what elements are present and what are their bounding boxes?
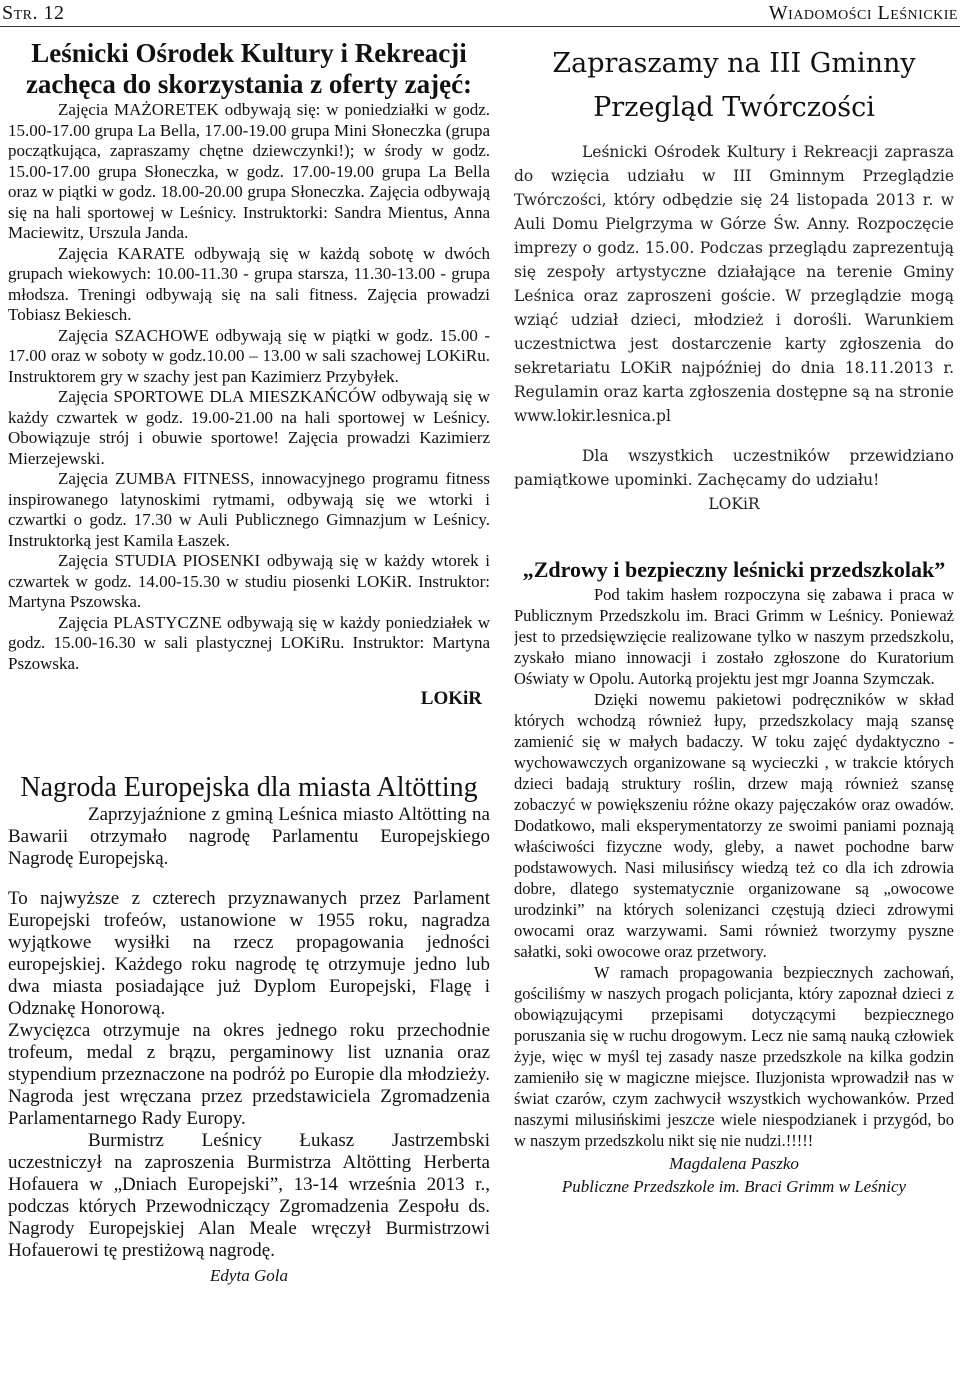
contest-signature: LOKiR [708, 495, 760, 513]
right-column [514, 42, 954, 1376]
culture-paragraph-art: Zajęcia PLASTYCZNE odbywają się w każdy poniedziałek w godz. 15.00-16.30 w sali plastycznej LOKiRu. Instruktor: Martyna Pszowska. [8, 612, 490, 673]
kids-paragraph-1: Pod takim hasłem rozpoczyna się zabawa i praca w Publicznym Przedszkolu im. Braci Grimm w Leśnicy. Ponieważ jest to przedsięwzięcie realizowane tylko w naszym przedszkolu, zyskało miano innowacji i zostało zgłoszone do Kuratorium Oświaty w Opolu. Autorką projektu jest mgr Joanna Szymczak. [514, 585, 954, 688]
kids-author: Magdalena Paszko [669, 1154, 799, 1173]
kids-article-title: „Zdrowy i bezpieczny leśnicki przedszkolak” [522, 557, 946, 582]
contest-title-line-2: Przegląd Twórczości [593, 92, 875, 123]
culture-paragraph-chess: Zajęcia SZACHOWE odbywają się w piątki w godz. 15.00 - 17.00 oraz w soboty w godz.10.00 – 13.00 w sali szachowej LOKiRu. Instruktorem gry w szachy jest pan Kazimierz Przybyłek. [8, 325, 490, 386]
kids-paragraph-3: W ramach propagowania bezpiecznych zachowań, gościliśmy w naszych progach policjanta, który zapoznał dzieci z obowiązującymi przepisami dotyczącymi bezpiecznego poruszania się w ruchu drogowym. Lecz nie samą nauką człowiek żyje, więc w myśl tej zasady nasze przedszkole na kilka godzin zamieniło się w magiczne miejsce. Iluzjonista wprowadził nas w świat czarów, czym zachwycił wszystkich wychowanków. Przed naszymi milusińskimi jeszcze wiele niespodzianek i przygód, bo w naszym przedszkolu nikt się nie nudzi.!!!!! [514, 963, 954, 1150]
culture-paragraph-sports: Zajęcia SPORTOWE DLA MIESZKAŃCÓW odbywają się w każdy czwartek w godz. 19.00-21.00 na hali sportowej w Leśnicy. Obowiązuje strój i obuwie sportowe! Zajęcia prowadzi Kazimierz Mierzejewski. [8, 387, 490, 468]
eu-paragraph-3: Burmistrz Leśnicy Łukasz Jastrzembski uczestniczył na zaproszenia Burmistrza Altötting Herberta Hofauera w „Dniach Europejski”, 13-14 września 2013 r., podczas których Przewodniczący Zgromadzenia Zespołu ds. Nagrody Europejskiej Alan Meale wręczył Burmistrzowi Hofauerowi tę prestiżową nagrodę. [8, 1130, 490, 1261]
culture-paragraph-singing: Zajęcia STUDIA PIOSENKI odbywają się w każdy wtorek i czwartek w godz. 14.00-15.30 w studiu piosenki LOKiR. Instruktor: Martyna Pszowska. [8, 551, 490, 611]
culture-paragraph-karate: Zajęcia KARATE odbywają się w każdą sobotę w dwóch grupach wiekowych: 10.00-11.30 - grupa starsza, 11.30-13.00 - grupa młodsza. Treningi odbywają się na sali fitness. Zajęcia prowadzi Tobiasz Bekiesch. [8, 243, 490, 324]
culture-article-title: Leśnicki Ośrodek Kultury i Rekreacji zachęca do skorzystania z oferty zajęć: [25, 38, 473, 99]
article-separator [8, 710, 490, 772]
contest-title-line-1: Zapraszamy na III Gminny [552, 48, 916, 79]
culture-signature: LOKiR [420, 688, 482, 709]
contest-closing: Dla wszystkich uczestników przewidziano pamiątkowe upominki. Zachęcamy do udziału! [514, 447, 954, 489]
culture-paragraph-zumba: Zajęcia ZUMBA FITNESS, innowacyjnego programu fitness inspirowanego latynoskimi rytmami, odbywają się we wtorki i czwartki o godz. 17.30 w Auli Publicznego Gimnazjum w Leśnicy. Instruktorką jest Kamila Łaszek. [8, 469, 490, 550]
eu-paragraph-2: Zwycięzca otrzymuje na okres jednego roku przechodnie trofeum, medal z brązu, pergaminowy list uznania oraz stypendium przeznaczone na podróż po Europie dla młodzieży. Nagroda jest wręczana przez przedstawiciela Zgromadzenia Parlamentarnego Rady Europy. [8, 1020, 490, 1129]
culture-paragraph-majorettes: Zajęcia MAŻORETEK odbywają się: w poniedziałki w godz. 15.00-17.00 grupa La Bella, 17.00-19.00 grupa Mini Słoneczka (grupa początkująca, zapraszamy chętne dziewczynki!); w środy w godz. 15.00-17.00 grupa Słoneczka, w godz. 17.00-19.00 grupa La Bella oraz w piątki w godz. 18.00-20.00 grupa Słoneczka. Zajęcia odbywają się na hali sportowej w Leśnicy. Instruktorki: Sandra Mientus, Anna Maciewitz, Urszula Janda. [8, 100, 490, 242]
eu-intro: Zaprzyjaźnione z gminą Leśnica miasto Altötting na Bawarii otrzymało nagrodę Parlamentu Europejskiego Nagrodę Europejską. [8, 804, 490, 869]
kids-paragraph-2: Dzięki nowemu pakietowi podręczników w skład których wchodzą również łupy, przedszkolacy mają szansę zamienić się w małych badaczy. W toku zajęć dydaktyczno - wychowawczych organizowane są wycieczki , w trakcie których dzieci badają struktury roślin, drzew mają również szansę zobaczyć w powiększeniu różne okazy pajęczaków oraz owadów. Dodatkowo, mali eksperymentatorzy ze swoimi paniami poznają właściwości fizyczne wody, gleby, a nawet pochodne barw podstawowych. Nasi milusińscy wiedzą też co dla ich zdrowia dobre, dlatego systematycznie organizowane są „owocowe urodzinki” na których solenizanci częstują dzieci zdrowymi owocami oraz warzywami. Sami również tworzymy pyszne sałatki, soki owocowe oraz przetwory. [514, 690, 954, 961]
eu-article-title: Nagroda Europejska dla miasta Altötting [20, 772, 478, 803]
kids-institution: Publiczne Przedszkole im. Braci Grimm w Leśnicy [561, 1177, 907, 1196]
eu-paragraph-1: To najwyższe z czterech przyznawanych przez Parlament Europejski trofeów, ustanowione w 1955 roku, nagradza wyjątkowe wysiłki na rzecz propagowania jedności europejskiej. Każdego roku nagrodę tę otrzymuje jedno lub dwa miasta posiadające już Dyplom Europejski, Flagę i Odznakę Honorową. [8, 888, 490, 1019]
page-number: Str. 12 [2, 2, 65, 24]
contest-body: Leśnicki Ośrodek Kultury i Rekreacji zaprasza do wzięcia udziału w III Gminnym Przeglądzie Twórczości, który odbędzie się 24 listopada 2013 r. w Auli Domu Pielgrzyma w Górze Św. Anny. Rozpoczęcie imprezy o godz. 15.00. Podczas przeglądu zaprezentują się zespoły artystyczne działające na terenie Gminy Leśnica oraz zaproszeni goście. W przeglądzie mogą wziąć udział dzieci, młodzież i dorośli. Warunkiem uczestnictwa jest dostarczenie karty zgłoszenia do sekretariatu LOKiR najpóźniej do dnia 18.11.2013 r. Regulamin oraz karta zgłoszenia dostępne są na stronie www.lokir.lesnica.pl [514, 143, 954, 425]
page-header [0, 0, 960, 27]
left-column [8, 38, 490, 1372]
eu-signature: Edyta Gola [210, 1266, 288, 1285]
publication-name: Wiadomości Leśnickie [768, 2, 958, 24]
